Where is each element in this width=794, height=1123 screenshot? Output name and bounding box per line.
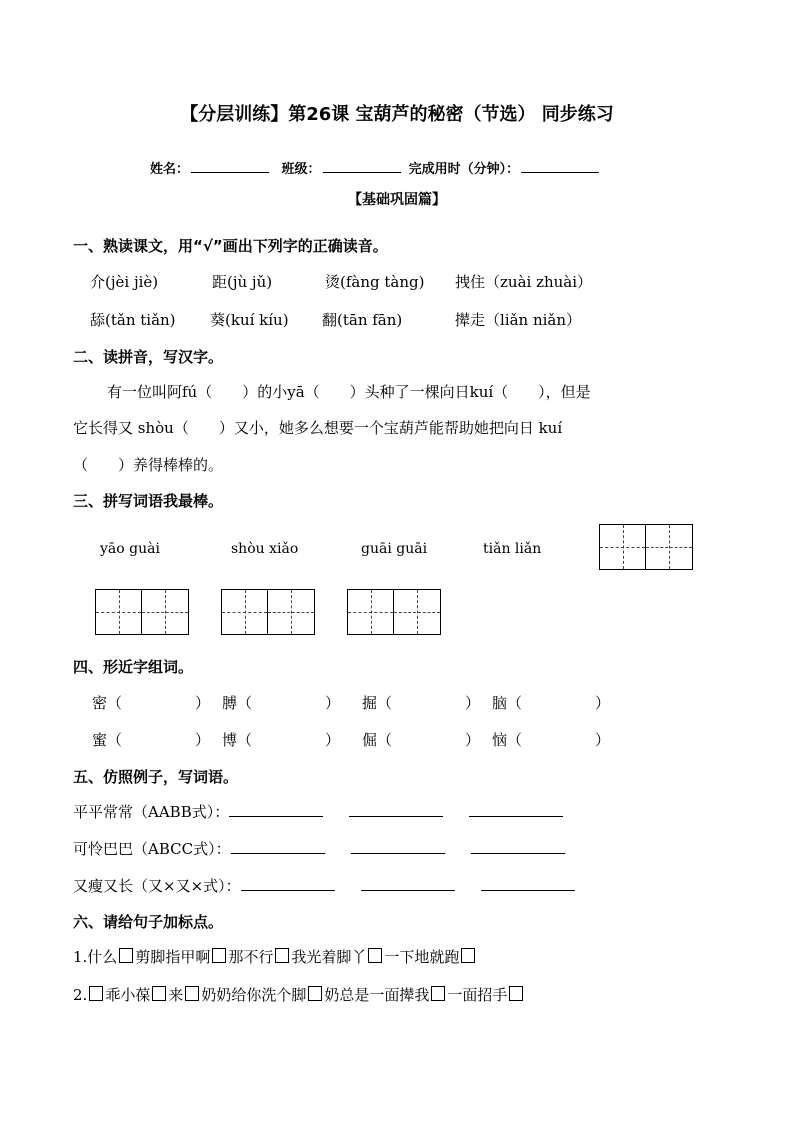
s2-line: 它长得又 shòu（ ）又小，她多么想要一个宝葫芦能帮助她把向日 kuí bbox=[73, 419, 563, 437]
class-blank[interactable] bbox=[323, 160, 401, 173]
sentence-text: 来 bbox=[168, 986, 184, 1004]
punctuation-box[interactable] bbox=[461, 948, 475, 963]
answer-blank[interactable] bbox=[241, 876, 335, 891]
answer-blank[interactable] bbox=[471, 839, 565, 854]
sentence-2 bbox=[73, 984, 525, 1005]
grid-cell[interactable] bbox=[394, 590, 440, 634]
time-label: 完成用时（分钟）： bbox=[408, 162, 520, 177]
s5-row bbox=[73, 875, 601, 896]
name-blank[interactable] bbox=[191, 160, 269, 173]
s5-label: 平平常常（AABB式）： bbox=[73, 803, 230, 821]
s5-row bbox=[73, 838, 591, 859]
s4-paren: ） bbox=[325, 694, 341, 712]
punctuation-box[interactable] bbox=[509, 986, 523, 1001]
section-5-heading: 五、仿照例子，写词语。 bbox=[73, 768, 239, 786]
s5-label: 可怜巴巴（ABCC式）： bbox=[73, 840, 231, 858]
s4-paren: ） bbox=[595, 731, 611, 749]
page-title: 【分层训练】第26课 宝葫芦的秘密（节选） 同步练习 bbox=[180, 104, 614, 125]
pinyin-word: guāi guāi bbox=[361, 541, 428, 557]
section-2-heading: 二、读拼音，写汉字。 bbox=[73, 348, 224, 366]
punctuation-box[interactable] bbox=[185, 986, 199, 1001]
sentence-text: 一面招手 bbox=[447, 986, 508, 1004]
s4-paren: ） bbox=[465, 731, 481, 749]
s4-char: 膊（ bbox=[222, 694, 253, 712]
punctuation-box[interactable] bbox=[275, 948, 289, 963]
sentence-text: 那不行 bbox=[228, 948, 274, 966]
s5-label: 又瘦又长（又×又×式）： bbox=[73, 877, 241, 895]
sentence-1 bbox=[73, 946, 477, 967]
s1-item: 距(jù jǔ) bbox=[212, 273, 273, 291]
answer-blank[interactable] bbox=[351, 839, 445, 854]
section-4-heading: 四、形近字组词。 bbox=[73, 658, 194, 676]
s4-char: 恼（ bbox=[492, 731, 523, 749]
answer-blank[interactable] bbox=[231, 839, 325, 854]
s4-char: 倔（ bbox=[362, 731, 393, 749]
grid-cell[interactable] bbox=[268, 590, 314, 634]
s4-char: 掘（ bbox=[362, 694, 393, 712]
section-3-heading: 三、拼写词语我最棒。 bbox=[73, 492, 224, 510]
pinyin-word: shòu xiǎo bbox=[231, 541, 299, 557]
sentence-text: 一下地就跑 bbox=[384, 948, 460, 966]
student-info-line bbox=[150, 158, 607, 177]
punctuation-box[interactable] bbox=[308, 986, 322, 1001]
writing-grid[interactable] bbox=[95, 589, 189, 635]
sentence-text: 奶奶给你洗个脚 bbox=[201, 986, 307, 1004]
answer-blank[interactable] bbox=[361, 876, 455, 891]
sentence-text: 1.什么 bbox=[73, 948, 118, 966]
s1-item: 介(jèi jiè) bbox=[90, 273, 159, 291]
answer-blank[interactable] bbox=[349, 802, 443, 817]
section-6-heading: 六、请给句子加标点。 bbox=[73, 913, 224, 931]
s2-line: （ ）养得棒棒的。 bbox=[73, 456, 224, 474]
s1-item: 舔(tǎn tiǎn) bbox=[90, 311, 176, 329]
s1-item: 烫(fàng tàng) bbox=[325, 273, 425, 291]
section-1-heading: 一、熟读课文，用“√”画出下列字的正确读音。 bbox=[73, 237, 388, 255]
writing-grid[interactable] bbox=[347, 589, 441, 635]
grid-cell[interactable] bbox=[222, 590, 268, 634]
s2-line: 有一位叫阿fú（ ）的小yā（ ）头种了一棵向日kuí（ ），但是 bbox=[107, 383, 591, 401]
pinyin-word: yāo guài bbox=[100, 541, 160, 557]
class-label: 班级： bbox=[281, 162, 321, 177]
grid-cell[interactable] bbox=[142, 590, 188, 634]
sentence-text: 我光着脚丫 bbox=[291, 948, 367, 966]
punctuation-box[interactable] bbox=[119, 948, 133, 963]
writing-grid[interactable] bbox=[599, 524, 693, 570]
name-label: 姓名： bbox=[150, 162, 190, 177]
time-blank[interactable] bbox=[521, 160, 599, 173]
s4-paren: ） bbox=[465, 694, 481, 712]
sentence-text: 2. bbox=[73, 986, 88, 1004]
s4-char: 蜜（ bbox=[92, 731, 123, 749]
grid-cell[interactable] bbox=[646, 525, 692, 569]
punctuation-box[interactable] bbox=[212, 948, 226, 963]
section-subtitle: 【基础巩固篇】 bbox=[348, 192, 446, 208]
punctuation-box[interactable] bbox=[431, 986, 445, 1001]
punctuation-box[interactable] bbox=[89, 986, 103, 1001]
pinyin-word: tiǎn liǎn bbox=[483, 541, 542, 557]
sentence-text: 剪脚指甲啊 bbox=[135, 948, 211, 966]
sentence-text: 乖小葆 bbox=[105, 986, 151, 1004]
s5-row bbox=[73, 801, 589, 822]
s1-item: 葵(kuí kíu) bbox=[210, 311, 289, 329]
s1-item: 撵走（liǎn niǎn） bbox=[455, 311, 582, 329]
s4-paren: ） bbox=[595, 694, 611, 712]
writing-grid[interactable] bbox=[221, 589, 315, 635]
s4-char: 博（ bbox=[222, 731, 253, 749]
s4-paren: ） bbox=[195, 731, 211, 749]
s4-char: 密（ bbox=[92, 694, 123, 712]
answer-blank[interactable] bbox=[469, 802, 563, 817]
s1-item: 拽住（zuài zhuài） bbox=[455, 273, 593, 291]
s4-paren: ） bbox=[195, 694, 211, 712]
grid-cell[interactable] bbox=[96, 590, 142, 634]
s4-char: 脑（ bbox=[492, 694, 523, 712]
answer-blank[interactable] bbox=[229, 802, 323, 817]
sentence-text: 奶总是一面撵我 bbox=[324, 986, 430, 1004]
punctuation-box[interactable] bbox=[368, 948, 382, 963]
punctuation-box[interactable] bbox=[152, 986, 166, 1001]
answer-blank[interactable] bbox=[481, 876, 575, 891]
s1-item: 翻(tān fān) bbox=[322, 311, 403, 329]
grid-cell[interactable] bbox=[600, 525, 646, 569]
grid-cell[interactable] bbox=[348, 590, 394, 634]
s4-paren: ） bbox=[325, 731, 341, 749]
